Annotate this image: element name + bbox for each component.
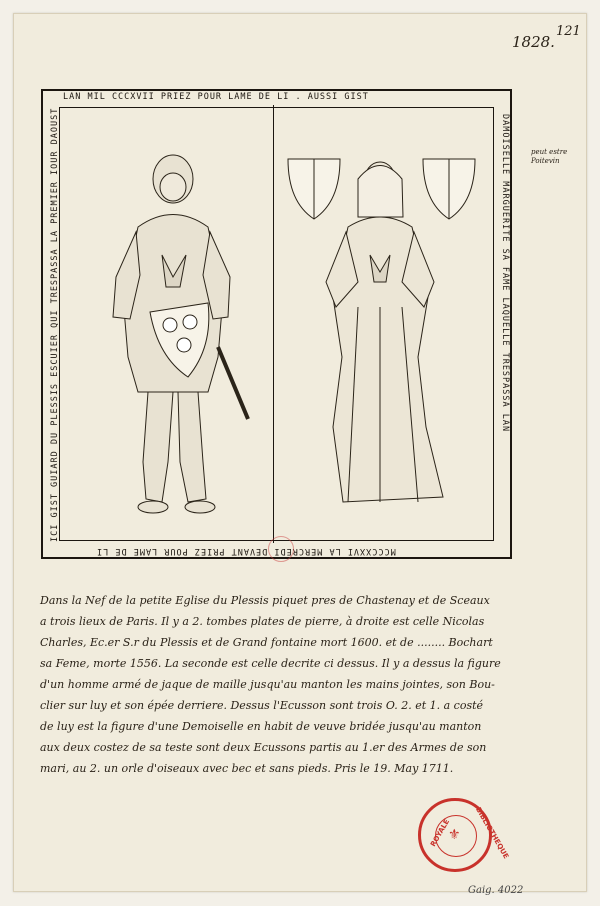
lady-figure [288, 159, 475, 502]
fleur-de-lis-icon: ⚜ [448, 827, 461, 843]
folio-number: 1828. [512, 33, 555, 51]
caption-line: Charles, Ec.er S.r du Plessis et de Grand fontaine mort 1600. et de ........ Bochart [40, 636, 493, 649]
caption-line: clier sur luy et son épée derriere. Dessus l'Ecusson sont trois O. 2. et 1. a costé [40, 699, 484, 712]
caption-line: d'un homme armé de jaque de maille jusqu'au manton les mains jointes, son Bou- [40, 678, 495, 691]
caption-line: sa Feme, morte 1556. La seconde est celle decrite ci dessus. Il y a dessus la figure [40, 657, 501, 670]
inscription-right: DAMOISELLE MARGUERITE SA FAME LAQUELLE TRESPASSA LAN [500, 114, 510, 433]
stamp-text-right: BIBLIOTHEQUE [474, 805, 511, 861]
caption-text [40, 590, 530, 779]
stamp-text-left: ROYALE [429, 817, 452, 849]
bibliotheque-royale-stamp [418, 798, 511, 872]
inscription-bottom: MCCCXXVI LA MERCREDI DEVANT PRIEZ POUR LAME DE LI [96, 546, 396, 556]
margin-note: peut estre Poitevin [531, 148, 568, 165]
page-number: 121 [556, 24, 581, 39]
inscription-top: LAN MIL CCCXVII PRIEZ POUR LAME DE LI . AUSSI GIST [63, 92, 369, 102]
caption-line: de luy est la figure d'une Demoiselle en habit de veuve bridée jusqu'au manton [40, 720, 482, 733]
tomb-figures-drawing [58, 107, 494, 543]
caption-line: Dans la Nef de la petite Eglise du Plessis piquet pres de Chastenay et de Sceaux [40, 594, 490, 607]
caption-line: aux deux costez de sa teste sont deux Ecussons partis au 1.er des Armes de son [40, 741, 487, 754]
knight-figure [113, 155, 248, 513]
inscription-left: ICI GIST GUIARD DU PLESSIS ESCUIER QUI TRESPASSA LA PREMIER IOUR DAOUST [50, 107, 60, 542]
caption-line: a trois lieux de Paris. Il y a 2. tombes plates de pierre, à droite est celle Nicolas [40, 615, 485, 628]
faint-stamp [268, 536, 294, 562]
shelfmark: Gaig. 4022 [468, 885, 524, 896]
caption-line: mari, au 2. un orle d'oiseaux avec bec et sans pieds. Pris le 19. May 1711. [40, 762, 454, 775]
